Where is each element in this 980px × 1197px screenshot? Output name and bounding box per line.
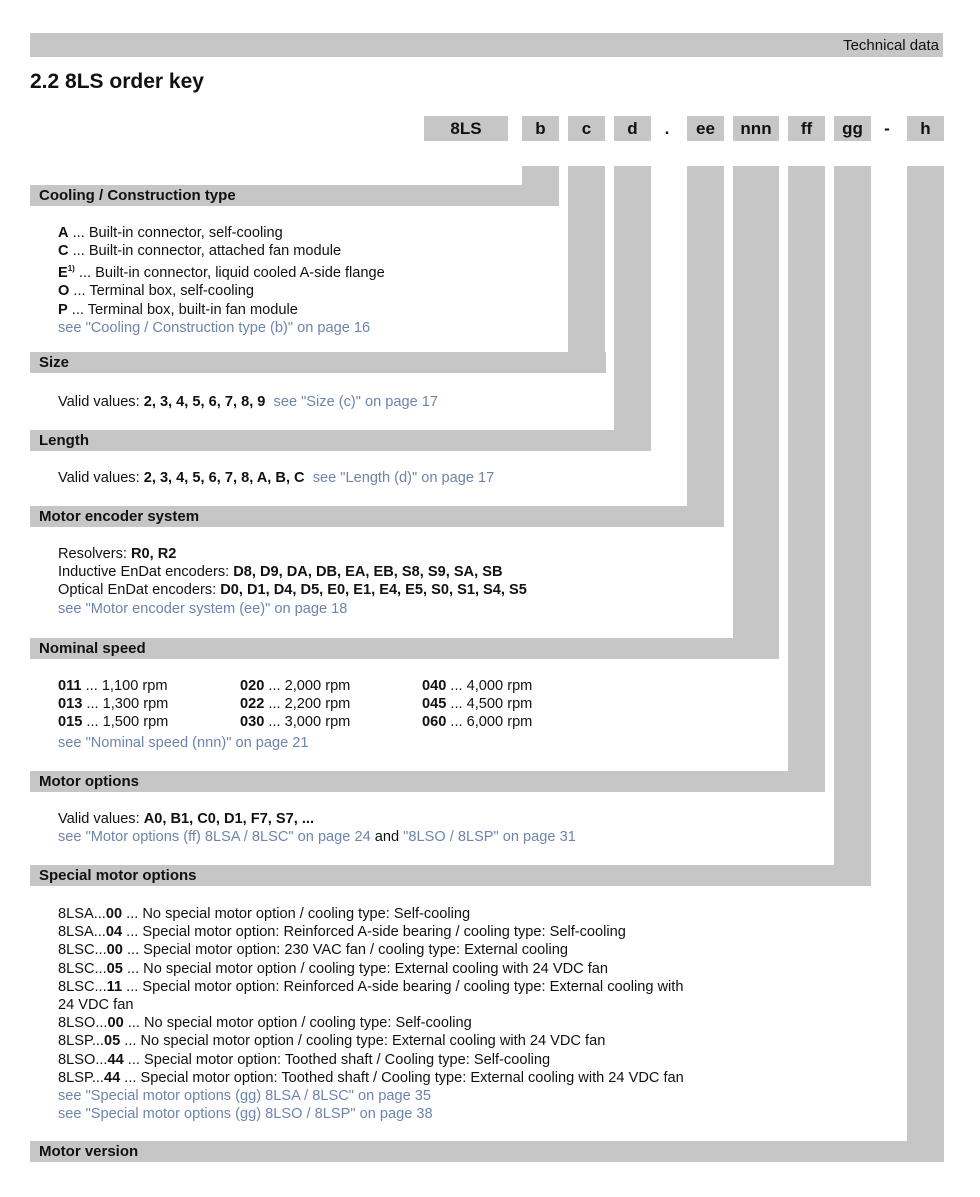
encoder-optical: Optical EnDat encoders: D0, D1, D4, D5, E0, E1, E4, E5, S0, S1, S4, S5 bbox=[58, 582, 527, 599]
special-item-cont: 24 VDC fan bbox=[58, 997, 134, 1014]
section-options-header: Motor options bbox=[30, 771, 825, 792]
speed-column-1 bbox=[58, 677, 168, 732]
options-link-2[interactable]: "8LSO / 8LSP" on page 31 bbox=[403, 829, 576, 846]
chapter-header-bar bbox=[30, 33, 943, 57]
special-item: 8LSP...05 ... No special motor option / cooling type: External cooling with 24 VDC fan bbox=[58, 1033, 606, 1050]
key-d: d bbox=[614, 116, 651, 141]
speed-link[interactable]: see "Nominal speed (nnn)" on page 21 bbox=[58, 735, 309, 751]
key-dash: - bbox=[884, 119, 890, 138]
key-ff: ff bbox=[788, 116, 825, 141]
section-cooling-header: Cooling / Construction type bbox=[30, 185, 559, 206]
section-size-body: Valid values: 2, 3, 4, 5, 6, 7, 8, 9 see "Size (c)" on page 17 bbox=[58, 394, 439, 410]
connector-ee bbox=[687, 166, 724, 507]
speed-item: 040 ... 4,000 rpm bbox=[422, 678, 533, 694]
special-item: 8LSO...44 ... Special motor option: Toothed shaft / Cooling type: Self-cooling bbox=[58, 1051, 551, 1068]
section-speed-header: Nominal speed bbox=[30, 638, 779, 659]
speed-item: 011 ... 1,100 rpm bbox=[58, 678, 168, 694]
section-speed-body bbox=[58, 677, 658, 757]
key-dot: . bbox=[664, 119, 670, 138]
section-cooling-body bbox=[58, 224, 385, 337]
key-8ls: 8LS bbox=[424, 116, 508, 141]
speed-item: 030 ... 3,000 rpm bbox=[240, 714, 351, 731]
encoder-inductive: Inductive EnDat encoders: D8, D9, DA, DB, EA, EB, S8, S9, SA, SB bbox=[58, 564, 503, 581]
section-encoder-body bbox=[58, 545, 527, 618]
connector-nnn bbox=[733, 166, 779, 638]
speed-column-3 bbox=[422, 677, 532, 732]
speed-column-2 bbox=[240, 677, 350, 732]
special-item: 8LSC...11 ... Special motor option: Reinforced A-side bearing / cooling type: External cooling with bbox=[58, 978, 684, 995]
encoder-link[interactable]: see "Motor encoder system (ee)" on page 18 bbox=[58, 600, 348, 617]
special-item: 8LSO...00 ... No special motor option / cooling type: Self-cooling bbox=[58, 1015, 472, 1032]
connector-h bbox=[907, 166, 944, 1142]
section-size-header: Size bbox=[30, 352, 606, 373]
cooling-item-c: C ... Built-in connector, attached fan module bbox=[58, 243, 342, 260]
cooling-item-p: P ... Terminal box, built-in fan module bbox=[58, 301, 298, 318]
cooling-item-e: $E^{1)}$ ... Built-in connector, liquid cooled A-side flange bbox=[58, 264, 385, 282]
section-length-header: Length bbox=[30, 430, 651, 451]
key-b: b bbox=[522, 116, 559, 141]
chapter-header-label: Technical data bbox=[843, 37, 939, 54]
connector-gg bbox=[834, 166, 871, 866]
speed-item: 045 ... 4,500 rpm bbox=[422, 696, 533, 713]
section-encoder-header: Motor encoder system bbox=[30, 506, 724, 527]
length-link[interactable]: see "Length (d)" on page 17 bbox=[312, 470, 495, 486]
key-c: c bbox=[568, 116, 605, 141]
section-version-header: Motor version bbox=[30, 1141, 944, 1162]
special-item: 8LSC...00 ... Special motor option: 230 VAC fan / cooling type: External cooling bbox=[58, 942, 568, 959]
special-link-2[interactable]: see "Special motor options (gg) 8LSO / 8LSP" on page 38 bbox=[58, 1106, 433, 1123]
section-options-body: Valid values: A0, B1, C0, D1, F7, S7, ... see "Motor options (ff) 8LSA / 8LSC" on page 24 and "8LSO / 8LSP" on page 31 bbox=[58, 811, 576, 846]
cooling-item-a: A ... Built-in connector, self-cooling bbox=[58, 225, 283, 241]
section-special-header: Special motor options bbox=[30, 865, 871, 886]
key-gg: gg bbox=[834, 116, 871, 141]
cooling-item-o: O ... Terminal box, self-cooling bbox=[58, 283, 255, 300]
connector-d bbox=[614, 166, 651, 431]
special-item: 8LSA...04 ... Special motor option: Reinforced A-side bearing / cooling type: Self-cooling bbox=[58, 924, 626, 941]
speed-item: 020 ... 2,000 rpm bbox=[240, 678, 351, 694]
section-special-body bbox=[58, 905, 684, 1123]
size-link[interactable]: see "Size (c)" on page 17 bbox=[273, 394, 439, 410]
options-link-1[interactable]: see "Motor options (ff) 8LSA / 8LSC" on page 24 bbox=[58, 829, 371, 846]
speed-item: 013 ... 1,300 rpm bbox=[58, 696, 169, 713]
connector-c bbox=[568, 166, 605, 352]
encoder-resolvers: Resolvers: R0, R2 bbox=[58, 546, 177, 562]
speed-item: 022 ... 2,200 rpm bbox=[240, 696, 351, 713]
page-title: 2.2 8LS order key bbox=[30, 70, 204, 93]
special-item: 8LSP...44 ... Special motor option: Toothed shaft / Cooling type: External cooling with 24 VDC fan bbox=[58, 1069, 684, 1086]
key-h: h bbox=[907, 116, 944, 141]
connector-ff bbox=[788, 166, 825, 771]
section-length-body: Valid values: 2, 3, 4, 5, 6, 7, 8, A, B, C see "Length (d)" on page 17 bbox=[58, 470, 495, 486]
key-ee: ee bbox=[687, 116, 724, 141]
cooling-link[interactable]: see "Cooling / Construction type (b)" on page 16 bbox=[58, 319, 371, 336]
special-item: 8LSC...05 ... No special motor option / cooling type: External cooling with 24 VDC fan bbox=[58, 960, 608, 977]
speed-item: 015 ... 1,500 rpm bbox=[58, 714, 169, 731]
speed-item: 060 ... 6,000 rpm bbox=[422, 714, 533, 731]
special-item: 8LSA...00 ... No special motor option / cooling type: Self-cooling bbox=[58, 906, 471, 922]
key-nnn: nnn bbox=[733, 116, 779, 141]
special-link-1[interactable]: see "Special motor options (gg) 8LSA / 8LSC" on page 35 bbox=[58, 1088, 432, 1105]
